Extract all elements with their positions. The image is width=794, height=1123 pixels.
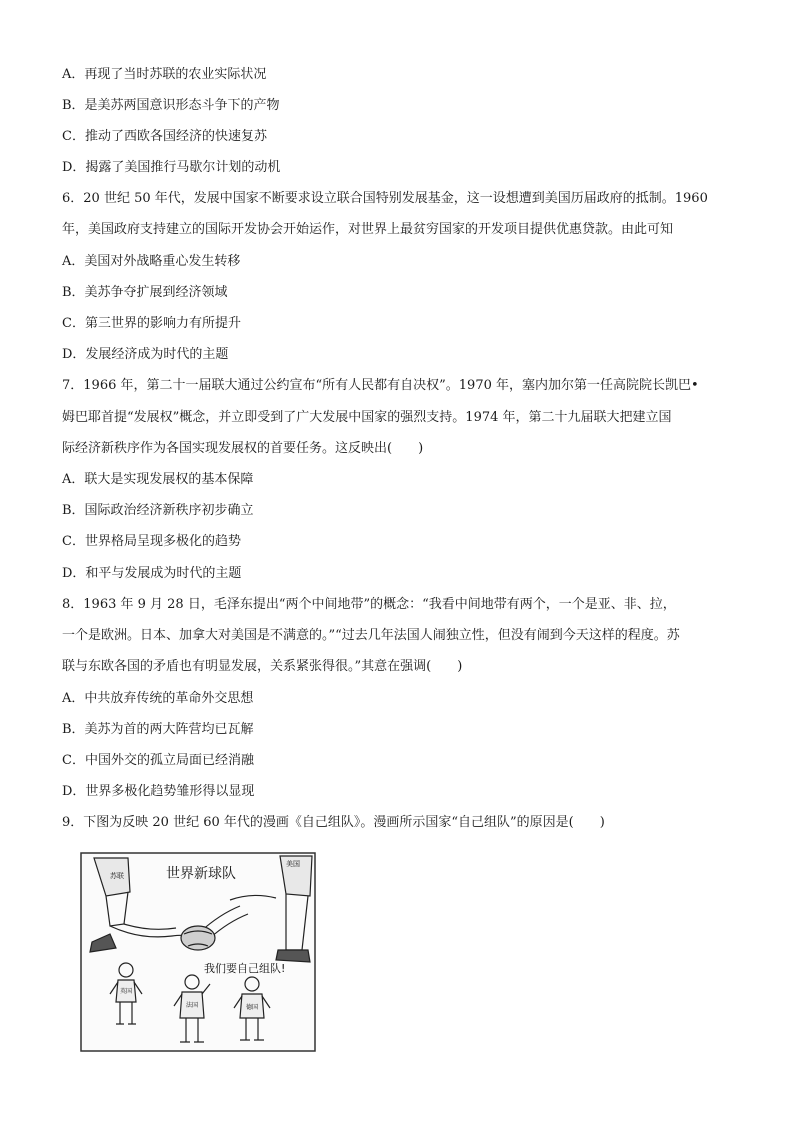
q5-option-d: D．揭露了美国推行马歇尔计划的动机 bbox=[62, 160, 281, 175]
cartoon-title: 世界新球队 bbox=[166, 866, 236, 882]
q9-stem: 9．下图为反映 20 世纪 60 年代的漫画《自己组队》。漫画所示国家“自己组队”的原因是( ) bbox=[62, 815, 605, 830]
usa-label: 美国 bbox=[286, 860, 300, 868]
q8-stem-line-1: 8．1963 年 9 月 28 日，毛泽东提出“两个中间地带”的概念：“我看中间地带有两个，一个是亚、非、拉， bbox=[62, 597, 676, 612]
q8-stem-line-2: 一个是欧洲。日本、加拿大对美国是不满意的。”“过去几年法国人闹独立性，但没有闹到今天这样的程度。苏 bbox=[62, 628, 680, 643]
q6-option-b: B．美苏争夺扩展到经济领域 bbox=[62, 285, 228, 300]
q7-option-d: D．和平与发展成为时代的主题 bbox=[62, 566, 242, 581]
football bbox=[181, 926, 215, 950]
q7-option-b: B．国际政治经济新秩序初步确立 bbox=[62, 503, 254, 518]
q8-option-a: A．中共放弃传统的革命外交思想 bbox=[62, 691, 254, 706]
q6-option-c: C．第三世界的影响力有所提升 bbox=[62, 316, 241, 331]
q8-option-d: D．世界多极化趋势雏形得以显现 bbox=[62, 784, 255, 799]
q8-stem-line-3: 联与东欧各国的矛盾也有明显发展，关系紧张得很。”其意在强调( ) bbox=[62, 659, 463, 674]
q6-option-a: A．美国对外战略重心发生转移 bbox=[62, 254, 241, 269]
player-label-3: 德国 bbox=[246, 1004, 259, 1011]
q8-option-b: B．美苏为首的两大阵营均已瓦解 bbox=[62, 722, 254, 737]
q7-stem-line-1: 7．1966 年，第二十一届联大通过公约宣布“所有人民都有自决权”。1970 年，塞内加尔第一任高院院长凯巴• bbox=[62, 378, 699, 393]
q8-option-c: C．中国外交的孤立局面已经消融 bbox=[62, 753, 254, 768]
q5-option-b: B．是美苏两国意识形态斗争下的产物 bbox=[62, 98, 280, 113]
cartoon-figure bbox=[80, 852, 316, 1052]
q7-stem-line-2: 姆巴耶首提“发展权”概念，并立即受到了广大发展中国家的强烈支持。1974 年，第二十九届联大把建立国 bbox=[62, 410, 672, 425]
speech-bubble-text: 我们要自己组队! bbox=[204, 962, 286, 975]
player-label-1: 英国 bbox=[120, 988, 133, 995]
q6-stem-line-1: 6．20 世纪 50 年代，发展中国家不断要求设立联合国特别发展基金，这一设想遭到美国历届政府的抵制。1960 bbox=[62, 191, 708, 206]
q7-stem-line-3: 际经济新秩序作为各国实现发展权的首要任务。这反映出( ) bbox=[62, 441, 424, 456]
soviet-label: 苏联 bbox=[110, 872, 124, 880]
q6-option-d: D．发展经济成为时代的主题 bbox=[62, 347, 229, 362]
player-label-2: 法国 bbox=[186, 1002, 199, 1009]
q5-option-a: A．再现了当时苏联的农业实际状况 bbox=[62, 67, 267, 82]
cartoon-drawing bbox=[80, 852, 316, 1052]
q7-option-c: C．世界格局呈现多极化的趋势 bbox=[62, 534, 241, 549]
q7-option-a: A．联大是实现发展权的基本保障 bbox=[62, 472, 254, 487]
q5-option-c: C．推动了西欧各国经济的快速复苏 bbox=[62, 129, 267, 144]
q6-stem-line-2: 年，美国政府支持建立的国际开发协会开始运作，对世界上最贫穷国家的开发项目提供优惠贷款。由此可知 bbox=[62, 222, 674, 237]
